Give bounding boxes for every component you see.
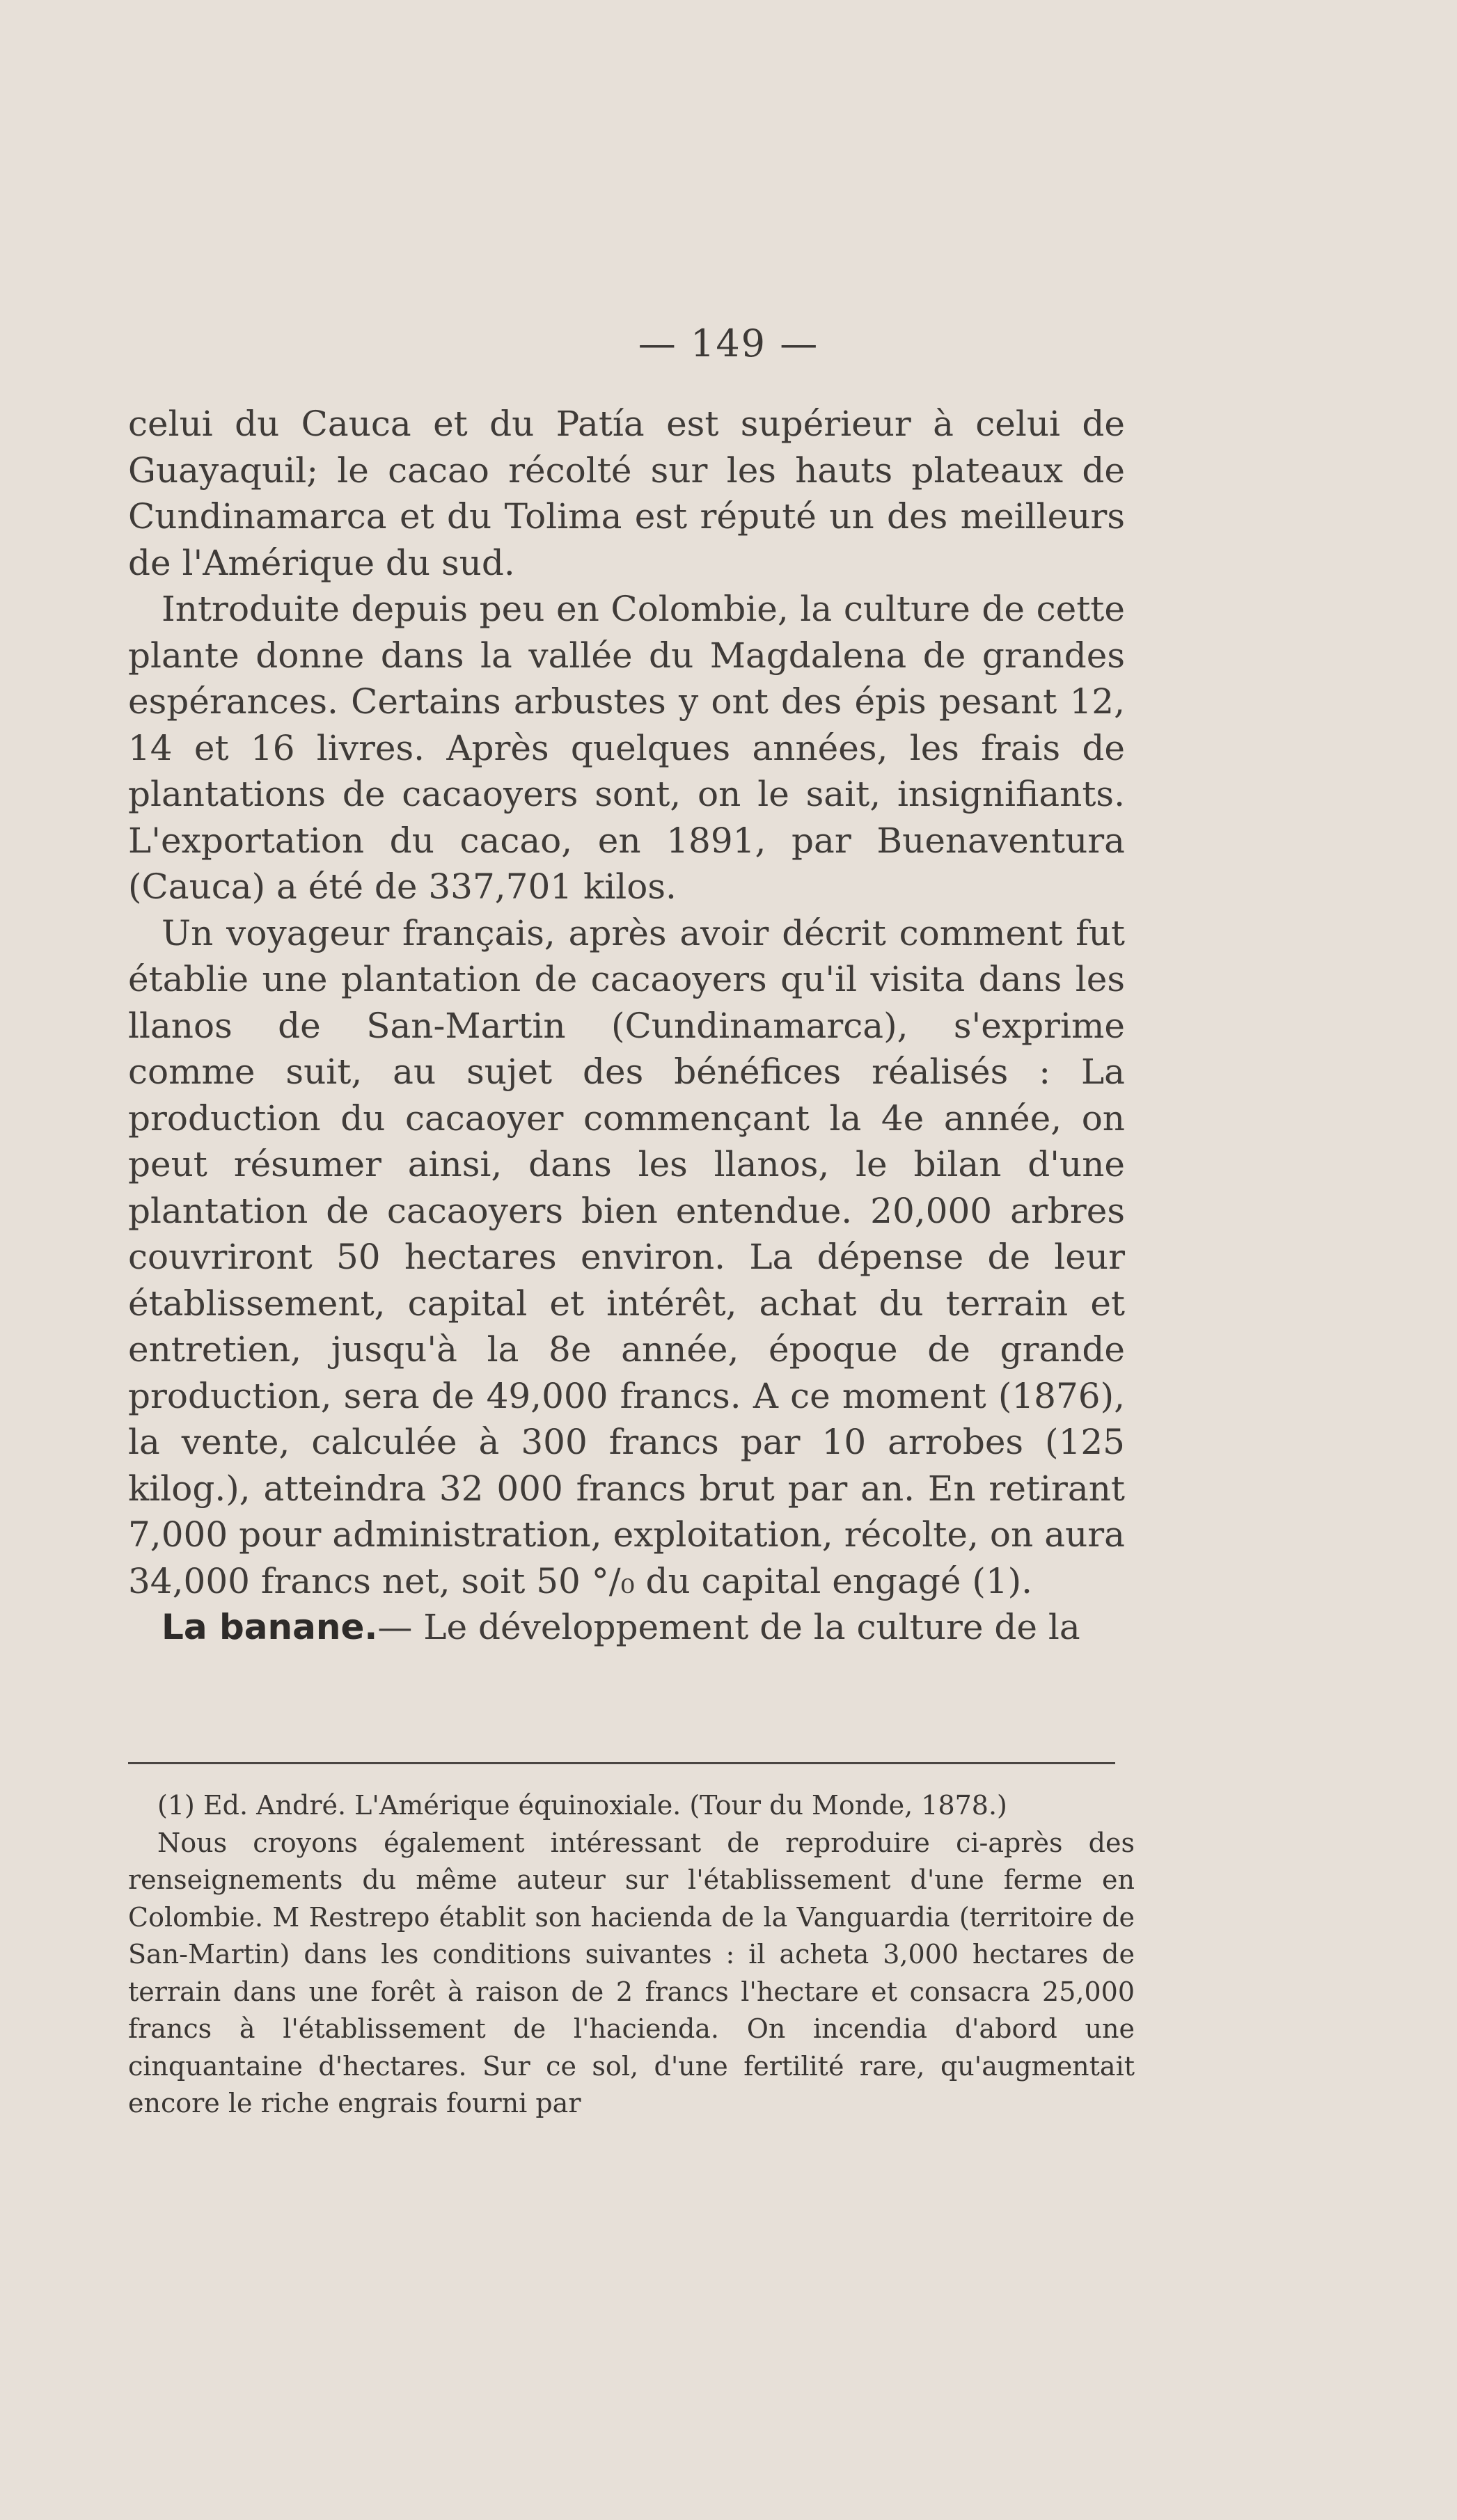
paragraph-1: celui du Cauca et du Patía est supérieur à celui de Guayaquil; le cacao récolté sur les hauts plateaux de Cundinamarca et du Tolima est réputé un des meilleurs de l'Amérique du sud. (128, 404, 1125, 583)
footnotes (128, 1787, 1135, 2123)
paragraph-3: Un voyageur français, après avoir décrit comment fut établie une plantation de cacaoyers qu'il visita dans les llanos de San-Martin (Cundinamarca), s'exprime comme suit, au sujet des bénéfices réalisés : La production du cacaoyer commençant la 4e année, on peut résumer ainsi, dans les llanos, le bilan d'une plantation de cacaoyers bien entendue. 20,000 arbres couvriront 50 hectares environ. La dépense de leur établissement, capital et intérêt, achat du terrain et entretien, jusqu'à la 8e année, époque de grande production, sera de 49,000 francs. A ce moment (1876), la vente, calculée à 300 francs par 10 arrobes (125 kilog.), atteindra 32 000 francs brut par an. En retirant 7,000 pour administration, exploitation, récolte, on aura 34,000 francs net, soit 50 °/₀ du capital engagé (1). (128, 912, 1125, 1601)
paragraph-4 (128, 1604, 1125, 1651)
page-number: — 149 — (638, 322, 819, 365)
body-text (128, 401, 1125, 1651)
paragraph-2: Introduite depuis peu en Colombie, la culture de cette plante donne dans la vallée du Magdalena de grandes espérances. Certains arbustes y ont des épis pesant 12, 14 et 16 livres. Après quelques années, les frais de plantations de cacaoyers sont, on le sait, insignifiants. L'exportation du cacao, en 1891, par Buenaventura (Cauca) a été de 337,701 kilos. (128, 589, 1125, 907)
footnote-2: Nous croyons également intéressant de reproduire ci-après des renseignements du même auteur sur l'établissement d'une ferme en Colombie. M Restrepo établit son hacienda de la Vanguardia (territoire de San-Martin) dans les conditions suivantes : il acheta 3,000 hectares de terrain dans une forêt à raison de 2 francs l'hectare et consacra 25,000 francs à l'établissement de l'hacienda. On incendia d'abord une cinquantaine d'hectares. Sur ce sol, d'une fertilité rare, qu'augmentait encore le riche engrais fourni par (128, 1827, 1135, 2118)
footnote-rule (128, 1762, 1115, 1764)
section-text: — Le développement de la culture de la (377, 1607, 1080, 1647)
section-heading: La banane. (162, 1607, 378, 1647)
footnote-1: (1) Ed. André. L'Amérique équinoxiale. (Tour du Monde, 1878.) (157, 1790, 1007, 1821)
